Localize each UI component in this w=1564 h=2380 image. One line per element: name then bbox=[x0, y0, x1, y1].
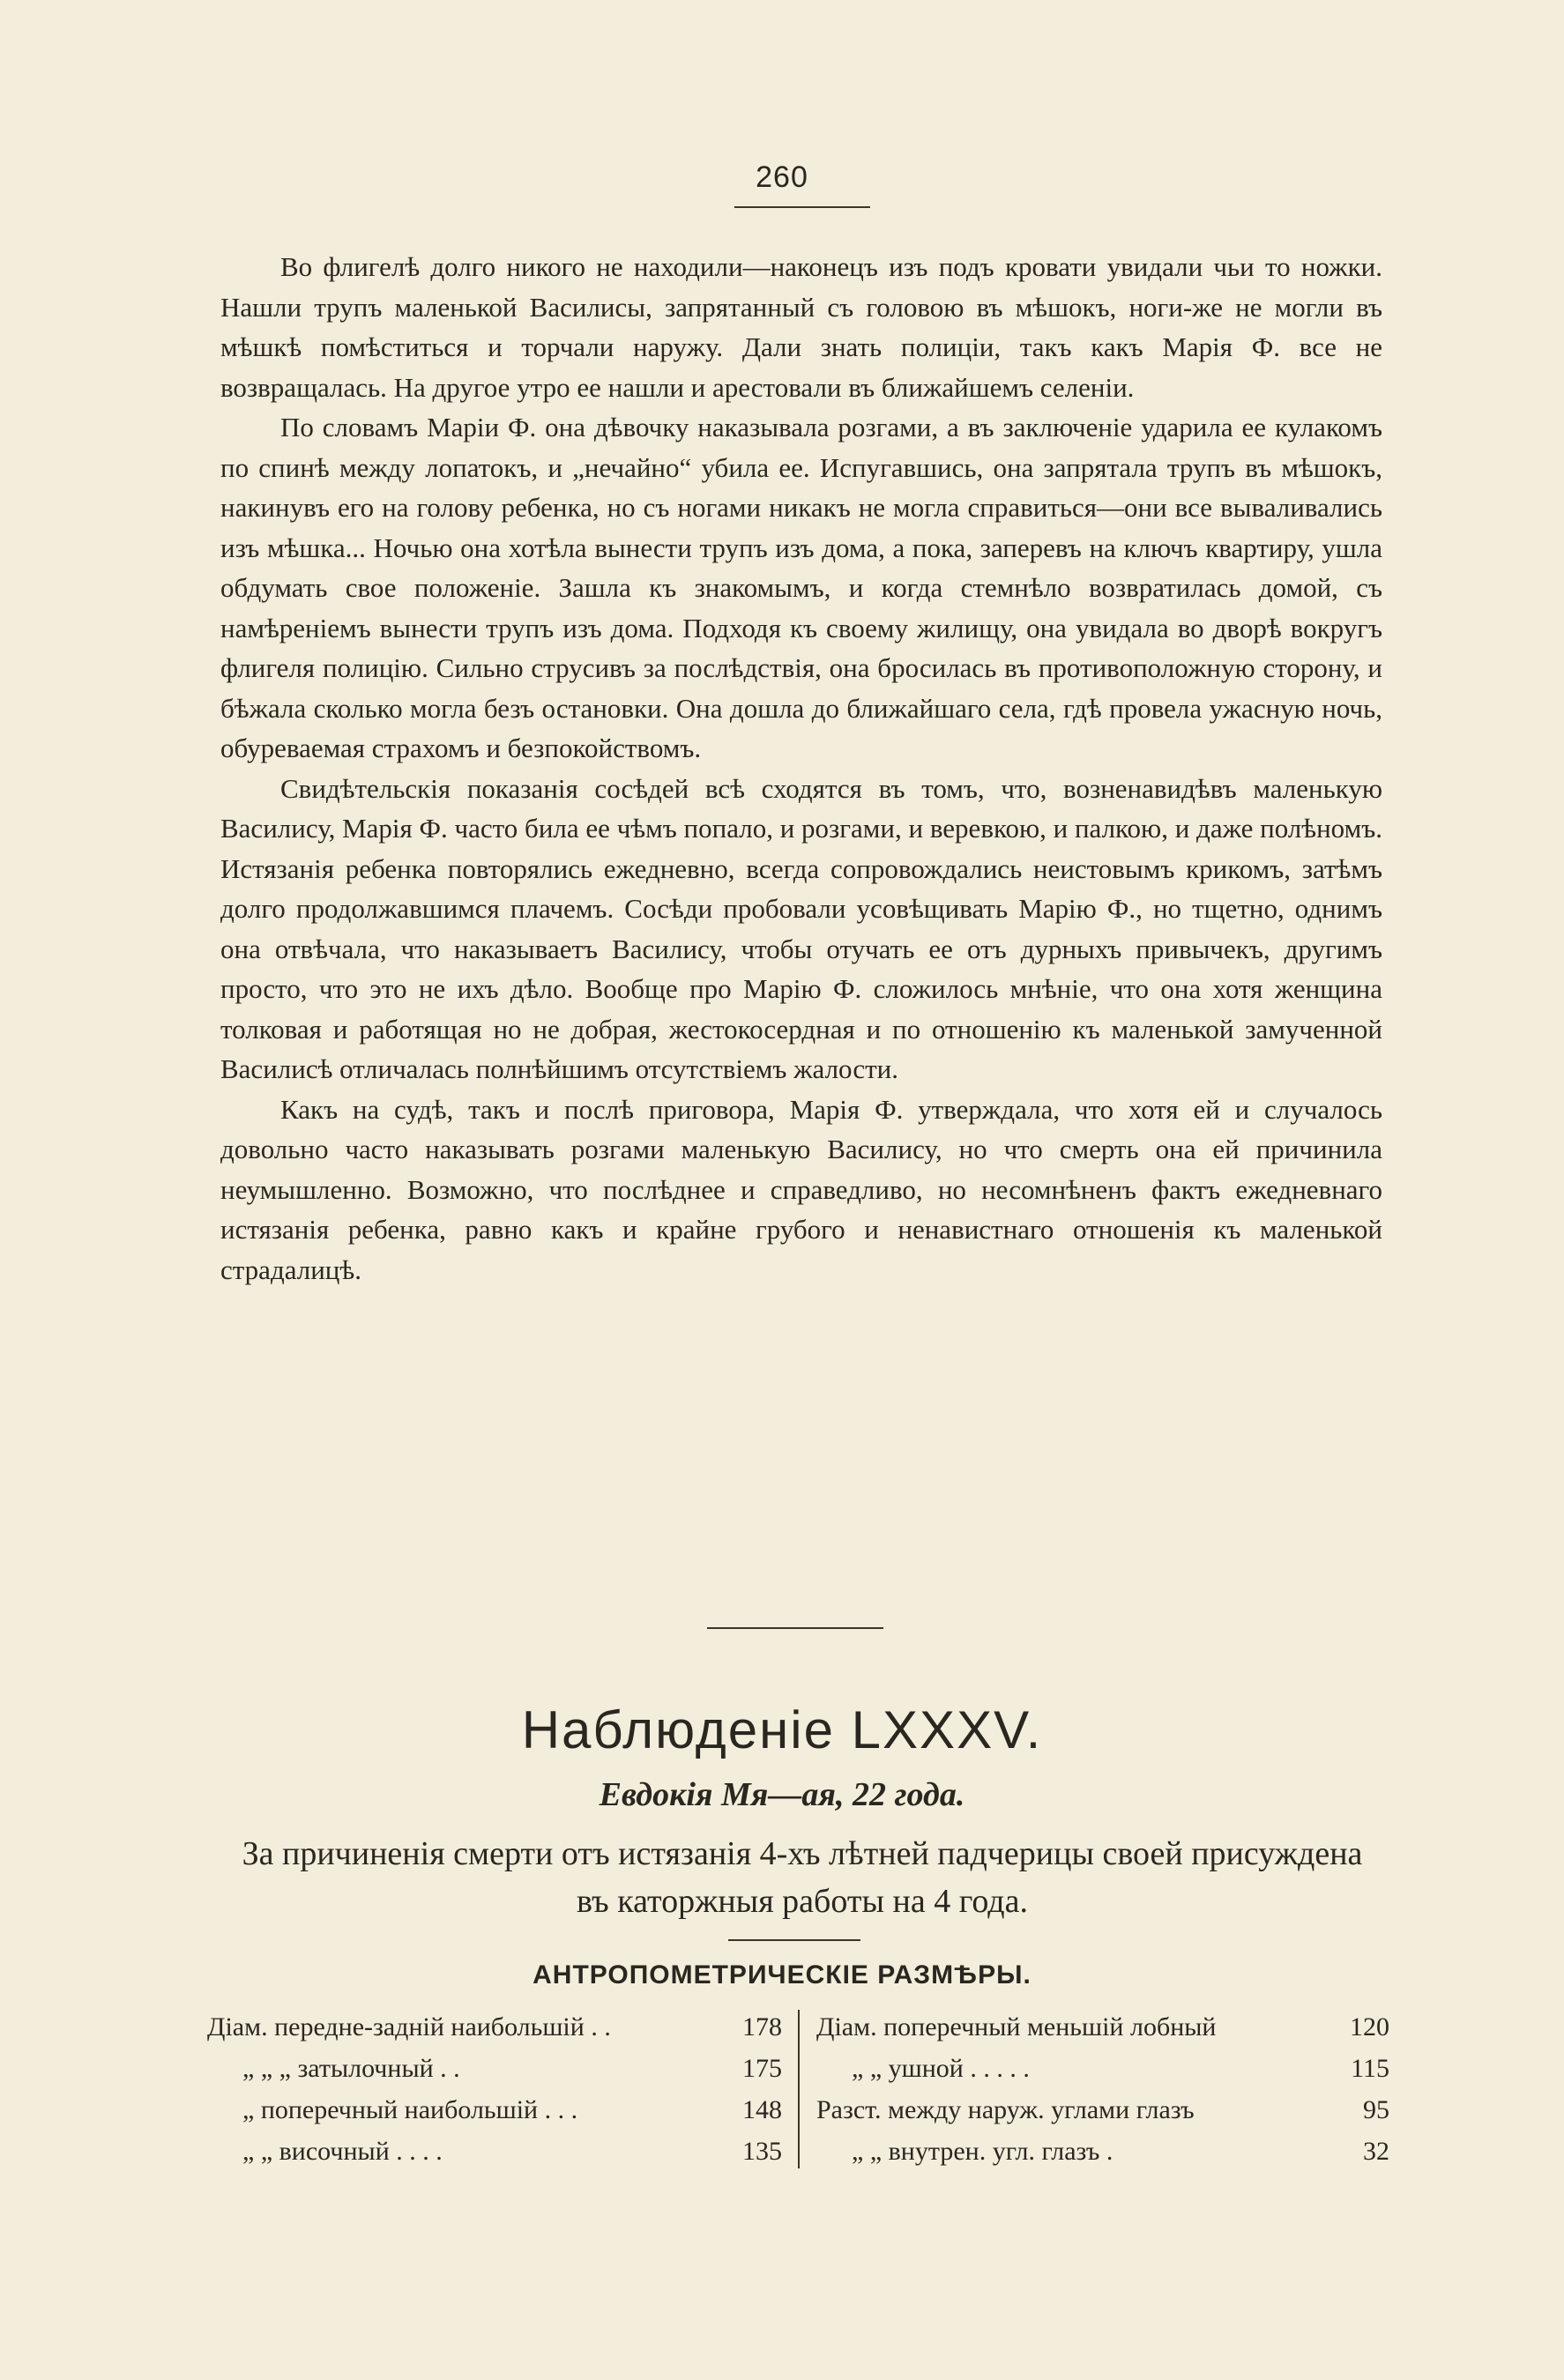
measurement-label: „ „ височный . . . . bbox=[242, 2137, 443, 2166]
measurements-right-column bbox=[816, 2006, 1389, 2172]
measurement-label: „ „ „ затылочный . . bbox=[242, 2054, 460, 2083]
measurement-value: 135 bbox=[742, 2137, 782, 2166]
paragraph: Свидѣтельскія показанія сосѣдей всѣ сходятся въ томъ, что, возненавидѣвъ маленькую Василису, Марія Ф. часто била ее чѣмъ попало, и розгами, и веревкою, и палкою, и даже полѣномъ. Истязанія ребенка повторялись ежедневно, всегда сопровождались неистовымъ крикомъ, затѣмъ долго продолжавшимся плачемъ. Сосѣди пробовали усовѣщивать Марію Ф., но тщетно, однимъ она отвѣчала, что наказываетъ Василису, чтобы отучать ее отъ дурныхъ привычекъ, другимъ просто, что это не ихъ дѣло. Вообще про Марію Ф. сложилось мнѣніе, что она хотя женщина толковая и работящая но не добрая, жестокосердная и по отношенію къ маленькой замученной Василисѣ отличалась полнѣйшимъ отсутствіемъ жалости. bbox=[220, 772, 1382, 1084]
description-rule bbox=[728, 1939, 860, 1941]
page-number: 260 bbox=[756, 160, 808, 194]
measurement-value: 175 bbox=[742, 2054, 782, 2083]
section-divider bbox=[707, 1627, 883, 1629]
paragraph: Какъ на судѣ, такъ и послѣ приговора, Марія Ф. утверждала, что хотя ей и случалось довольно часто наказывать розгами маленькую Василису, но что смерть она ей причинила неумышленно. Возможно, что послѣднее и справедливо, но несомнѣненъ фактъ ежедневнаго истязанія ребенка, равно какъ и крайне грубого и ненавистнаго отношенія къ маленькой страдалицѣ. bbox=[220, 1093, 1382, 1285]
measurement-value: 115 bbox=[1351, 2054, 1389, 2083]
measurement-label: Діам. передне-задній наибольшій . . bbox=[207, 2012, 611, 2042]
measurement-row bbox=[207, 2048, 782, 2089]
observation-description: За причиненія смерти отъ истязанія 4-хъ лѣтней падчерицы своей присуждена въ каторжныя работы на 4 года. bbox=[242, 1835, 1363, 1920]
measurement-label: „ поперечный наибольшій . . . bbox=[242, 2095, 578, 2124]
measurement-row bbox=[816, 2048, 1389, 2089]
body-text bbox=[220, 247, 1382, 1290]
measurement-value: 148 bbox=[742, 2095, 782, 2124]
measurement-label: „ „ внутрен. угл. глазъ . bbox=[852, 2137, 1113, 2166]
observation-title: Наблюденіе LXXXV. bbox=[521, 1700, 1043, 1759]
measurement-value: 120 bbox=[1350, 2012, 1389, 2042]
measurement-row bbox=[816, 2006, 1389, 2048]
measurement-value: 95 bbox=[1363, 2095, 1389, 2124]
measurement-value: 32 bbox=[1363, 2137, 1389, 2166]
measurements-left-column bbox=[207, 2006, 782, 2172]
paragraph: По словамъ Маріи Ф. она дѣвочку наказывала розгами, а въ заключеніе ударила ее кулакомъ по спинѣ между лопатокъ, и „нечайно“ убила ее. Испугавшись, она запрятала трупъ въ мѣшокъ, накинувъ его на голову ребенка, но съ ногами никакъ не могла справиться—они все вываливались изъ мѣшка... Ночью она хотѣла вынести трупъ изъ дома, а пока, заперевъ на ключъ квартиру, ушла обдумать свое положеніе. Зашла къ знакомымъ, и когда стемнѣло возвратилась домой, съ намѣреніемъ вынести трупъ изъ дома. Подходя къ своему жилищу, она увидала во дворѣ вокругъ флигеля полицію. Сильно струсивъ за послѣдствія, она бросилась въ противоположную сторону, и бѣжала сколько могла безъ остановки. Она дошла до ближайшаго села, гдѣ провела ужасную ночь, обуреваемая страхомъ и безпокойствомъ. bbox=[220, 412, 1382, 763]
measurement-label: Діам. поперечный меньшій лобный bbox=[816, 2012, 1217, 2042]
measurement-value: 178 bbox=[742, 2012, 782, 2042]
measurement-row bbox=[207, 2006, 782, 2048]
measurement-row bbox=[207, 2089, 782, 2131]
measurement-label: „ „ ушной . . . . . bbox=[852, 2054, 1030, 2083]
observation-subject: Евдокія Мя—ая, 22 года. bbox=[599, 1776, 965, 1813]
header-rule bbox=[734, 206, 870, 208]
measurement-row bbox=[816, 2131, 1389, 2172]
measurement-row bbox=[816, 2089, 1389, 2131]
measurement-label: Разст. между наруж. углами глазъ bbox=[816, 2095, 1195, 2124]
paragraph: Во флигелѣ долго никого не находили—наконецъ изъ подъ кровати увидали чьи то ножки. Нашли трупъ маленькой Василисы, запрятанный съ головою въ мѣшокъ, ноги-же не могли въ мѣшкѣ помѣститься и торчали наружу. Дали знать полиціи, такъ какъ Марія Ф. все не возвращалась. На другое утро ее нашли и арестовали въ ближайшемъ селеніи. bbox=[220, 251, 1382, 403]
measurement-row bbox=[207, 2131, 782, 2172]
column-divider bbox=[798, 2010, 800, 2168]
measurements-title: АНТРОПОМЕТРИЧЕСКІЕ РАЗМѢРЫ. bbox=[533, 1960, 1031, 1990]
